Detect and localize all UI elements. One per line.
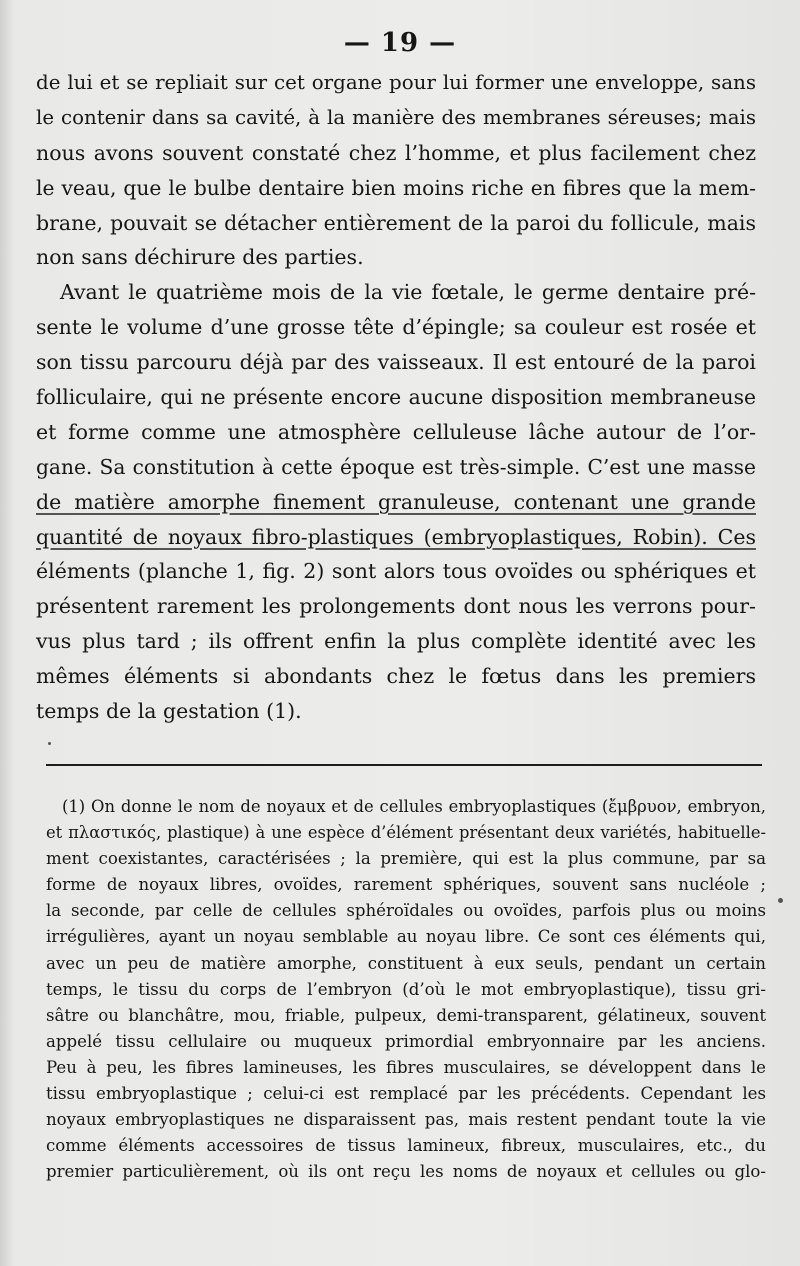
body-line: présentent rarement les prolongements dont nous les verrons pour- bbox=[36, 594, 756, 619]
footnote-line: forme de noyaux libres, ovoïdes, rarement sphériques, souvent sans nucléole ; bbox=[46, 875, 766, 895]
body-line: gane. Sa constitution à cette époque est très-simple. C’est une masse bbox=[36, 454, 756, 479]
footnote-line: irrégulières, ayant un noyau semblable au noyau libre. Ce sont ces éléments qui, bbox=[46, 927, 766, 947]
body-line-underlined: quantité de noyaux fibro-plastiques (embryoplastiques, Robin). Ces bbox=[36, 524, 756, 549]
footnote-line: premier particulièrement, où ils ont reçu les noms de noyaux et cellules ou glo- bbox=[46, 1162, 766, 1182]
body-line: folliculaire, qui ne présente encore aucune disposition membraneuse bbox=[36, 385, 756, 410]
body-line: nous avons souvent constaté chez l’homme, et plus facilement chez bbox=[36, 140, 756, 165]
footnote-line: Peu à peu, les fibres lamineuses, les fibres musculaires, se développent dans le bbox=[46, 1057, 766, 1077]
footnote-line: temps, le tissu du corps de l’embryon (d’où le mot embryoplastique), tissu gri- bbox=[46, 979, 766, 999]
footnote-line: ment coexistantes, caractérisées ; la première, qui est la plus commune, par sa bbox=[46, 849, 766, 869]
main-text bbox=[36, 66, 756, 729]
body-line: son tissu parcouru déjà par des vaisseaux. Il est entouré de la paroi bbox=[36, 350, 756, 375]
body-line: de lui et se repliait sur cet organe pour lui former une enveloppe, sans bbox=[36, 71, 756, 94]
footnote-line: noyaux embryoplastiques ne disparaissent pas, mais restent pendant toute la vie bbox=[46, 1110, 766, 1130]
footnote-line: (1) On donne le nom de noyaux et de cellules embryoplastiques (ἔμβρυον, embryon, bbox=[62, 797, 766, 816]
body-line: brane, pouvait se détacher entièrement de la paroi du follicule, mais bbox=[36, 210, 756, 235]
paper-speck bbox=[48, 742, 51, 745]
footnote-line: et πλαστικός, plastique) à une espèce d’élément présentant deux variétés, habituelle- bbox=[46, 823, 766, 843]
body-line: mêmes éléments si abondants chez le fœtus dans les premiers bbox=[36, 664, 756, 689]
body-line: sente le volume d’une grosse tête d’épingle; sa couleur est rosée et bbox=[36, 315, 756, 340]
footnote bbox=[46, 794, 766, 1185]
body-line: le veau, que le bulbe dentaire bien moins riche en fibres que la mem- bbox=[36, 175, 756, 200]
footnote-line: comme éléments accessoires de tissus lamineux, fibreux, musculaires, etc., du bbox=[46, 1136, 766, 1156]
paper-speck bbox=[778, 898, 783, 903]
footnote-line: tissu embryoplastique ; celui-ci est remplacé par les précédents. Cependant les bbox=[46, 1084, 766, 1104]
body-line: le contenir dans sa cavité, à la manière des membranes séreuses; mais bbox=[36, 105, 756, 129]
page-number: — 19 — bbox=[343, 28, 457, 58]
footnote-line: avec un peu de matière amorphe, constituent à eux seuls, pendant un certain bbox=[46, 953, 766, 973]
body-line: et forme comme une atmosphère celluleuse lâche autour de l’or- bbox=[36, 419, 756, 444]
body-line-underlined: de matière amorphe finement granuleuse, contenant une grande bbox=[36, 489, 756, 514]
footnote-separator bbox=[46, 764, 762, 766]
body-line: vus plus tard ; ils offrent enfin la plus complète identité avec les bbox=[36, 629, 756, 654]
body-line: éléments (planche 1, fig. 2) sont alors tous ovoïdes ou sphériques et bbox=[36, 559, 756, 584]
body-line: non sans déchirure des parties. bbox=[36, 245, 364, 270]
footnote-line: appelé tissu cellulaire ou muqueux primordial embryonnaire par les anciens. bbox=[46, 1031, 766, 1051]
footnote-line: la seconde, par celle de cellules sphéroïdales ou ovoïdes, parfois plus ou moins bbox=[46, 901, 766, 921]
footnote-line: sâtre ou blanchâtre, mou, friable, pulpeux, demi-transparent, gélatineux, souvent bbox=[46, 1005, 766, 1025]
body-line: temps de la gestation (1). bbox=[36, 699, 302, 724]
body-line: Avant le quatrième mois de la vie fœtale, le germe dentaire pré- bbox=[60, 280, 756, 305]
